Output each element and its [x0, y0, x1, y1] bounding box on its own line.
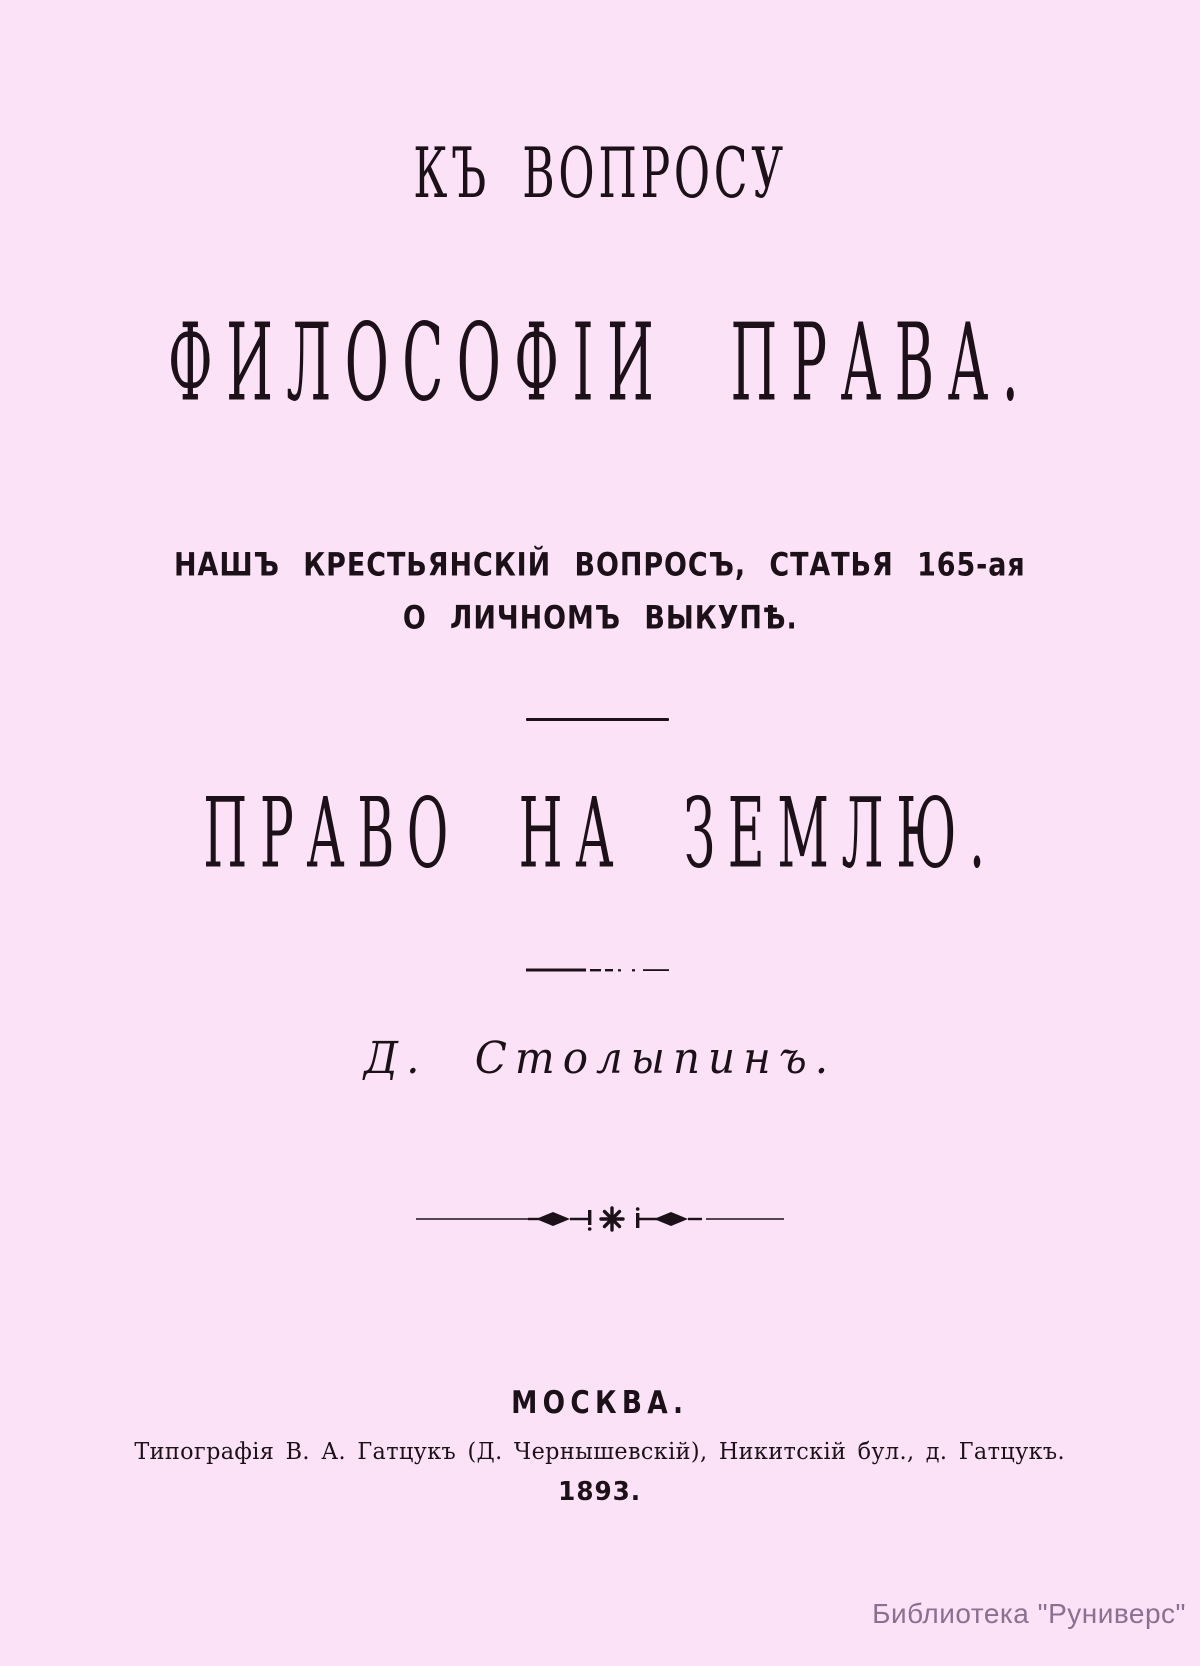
- section-title: [0, 779, 1200, 891]
- library-watermark: Библиотека "Руниверс": [872, 1598, 1186, 1629]
- main-title-text: ФИЛОСОФІИ ПРАВА.: [167, 302, 1033, 426]
- author-line: [0, 1031, 1200, 1084]
- author-name-text: Д. Столыпинъ.: [363, 1031, 837, 1084]
- subtitle-line-1: [0, 545, 1200, 584]
- horizontal-rule: [526, 718, 669, 721]
- imprint-text: Типографія В. А. Гатцукъ (Д. Чернышевскій), Никитскій бул., д. Гатцукъ.: [134, 1439, 1066, 1465]
- main-title: [0, 302, 1200, 426]
- imprint-line: [0, 1441, 1200, 1464]
- city-line: [0, 1384, 1200, 1422]
- broken-rule-graphic: [526, 967, 669, 973]
- city-text: МОСКВА.: [511, 1384, 689, 1422]
- subtitle-line-2-text: О ЛИЧНОМЪ ВЫКУПѢ.: [402, 598, 798, 637]
- subtitle-line-2: [0, 598, 1200, 637]
- year-line: [0, 1479, 1200, 1505]
- series-title-text: КЪ ВОПРОСУ: [413, 133, 787, 215]
- series-title: [0, 133, 1200, 215]
- subtitle-line-1-text: НАШЪ КРЕСТЬЯНСКІЙ ВОПРОСЪ, СТАТЬЯ 165-ая: [174, 545, 1026, 584]
- section-title-text: ПРАВО НА ЗЕМЛЮ.: [202, 779, 998, 891]
- year-text: 1893.: [558, 1477, 642, 1507]
- ornament-divider-graphic: [416, 1204, 784, 1234]
- broken-rule: [526, 958, 669, 964]
- ornament-divider: [0, 1204, 1200, 1238]
